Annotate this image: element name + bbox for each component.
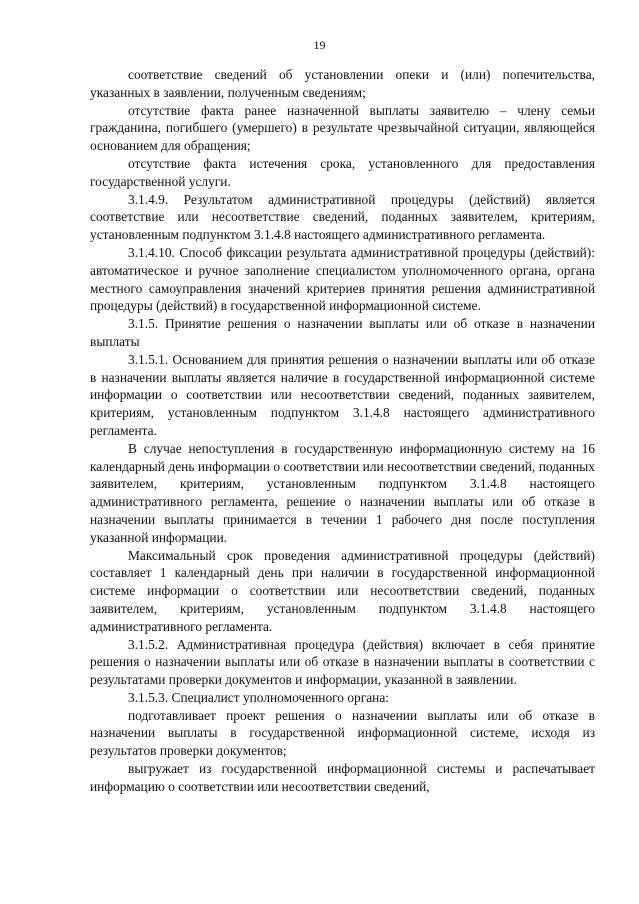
paragraph: 3.1.4.9. Результатом административной процедуры (действий) является соответствие или несоответствие сведений, поданных заявителем, критериям, установленным подпунктом 3.1.4.8 настоящего административного регламента. [90,191,595,243]
paragraph: отсутствие факта ранее назначенной выплаты заявителю – члену семьи гражданина, погибшего (умершего) в результате чрезвычайной ситуации, являющейся основанием для обращения; [90,102,595,154]
paragraph: 3.1.5.3. Специалист уполномоченного органа: [128,689,389,705]
paragraph: подготавливает проект решения о назначении выплаты или об отказе в назначении выплаты в государственной информационной системе, исходя из результатов проверки документов; [90,707,595,759]
paragraph: выгружает из государственной информационной системы и распечатывает информацию о соответствии или несоответствии сведений, [90,761,595,794]
paragraph: В случае непоступления в государственную информационную систему на 16 календарный день информации о соответствии или несоответствии сведений, поданных заявителем, критериям, установленным подпунктом 3.1.4.8 настоящего административного регламента, решение о назначении выплаты или об отказе в назначении выплаты принимается в течении 1 рабочего дня после поступления указанной информации. [90,440,595,545]
paragraph: 3.1.5.1. Основанием для принятия решения о назначении выплаты или об отказе в назначении выплаты является наличие в государственной информационной системе информации о соответствии или несоответствии сведений, поданных заявителем, критериям, установленным подпунктом 3.1.4.8 настоящего административного регламента. [90,351,595,438]
section-heading: 3.1.5. Принятие решения о назначении выплаты или об отказе в назначении выплаты [90,316,595,349]
paragraph: соответствие сведений об установлении опеки и (или) попечительства, указанных в заявлении, полученным сведениям; [90,67,595,100]
paragraph: отсутствие факта истечения срока, установленного для предоставления государственной услуги. [90,155,595,189]
page-number: 19 [313,38,326,52]
document-body [90,66,595,796]
paragraph: 3.1.5.2. Административная процедура (действия) включает в себя принятие решения о назначении выплаты или об отказе в назначении выплаты в соответствии с результатами проверки документов и информации, указанной в заявлении. [90,636,595,688]
paragraph: Максимальный срок проведения административной процедуры (действий) составляет 1 календарный день при наличии в государственной информационной системе информации о соответствии или несоответствии сведений, поданных заявителем, критериям, установленным подпунктом 3.1.4.8 настоящего административного регламента. [90,547,595,634]
paragraph: 3.1.4.10. Способ фиксации результата административной процедуры (действий): автоматическое и ручное заполнение специалистом уполномоченного органа, органа местного самоуправления значений критериев принятия решения административной процедуры (действий) в государственной информационной системе. [90,244,595,314]
